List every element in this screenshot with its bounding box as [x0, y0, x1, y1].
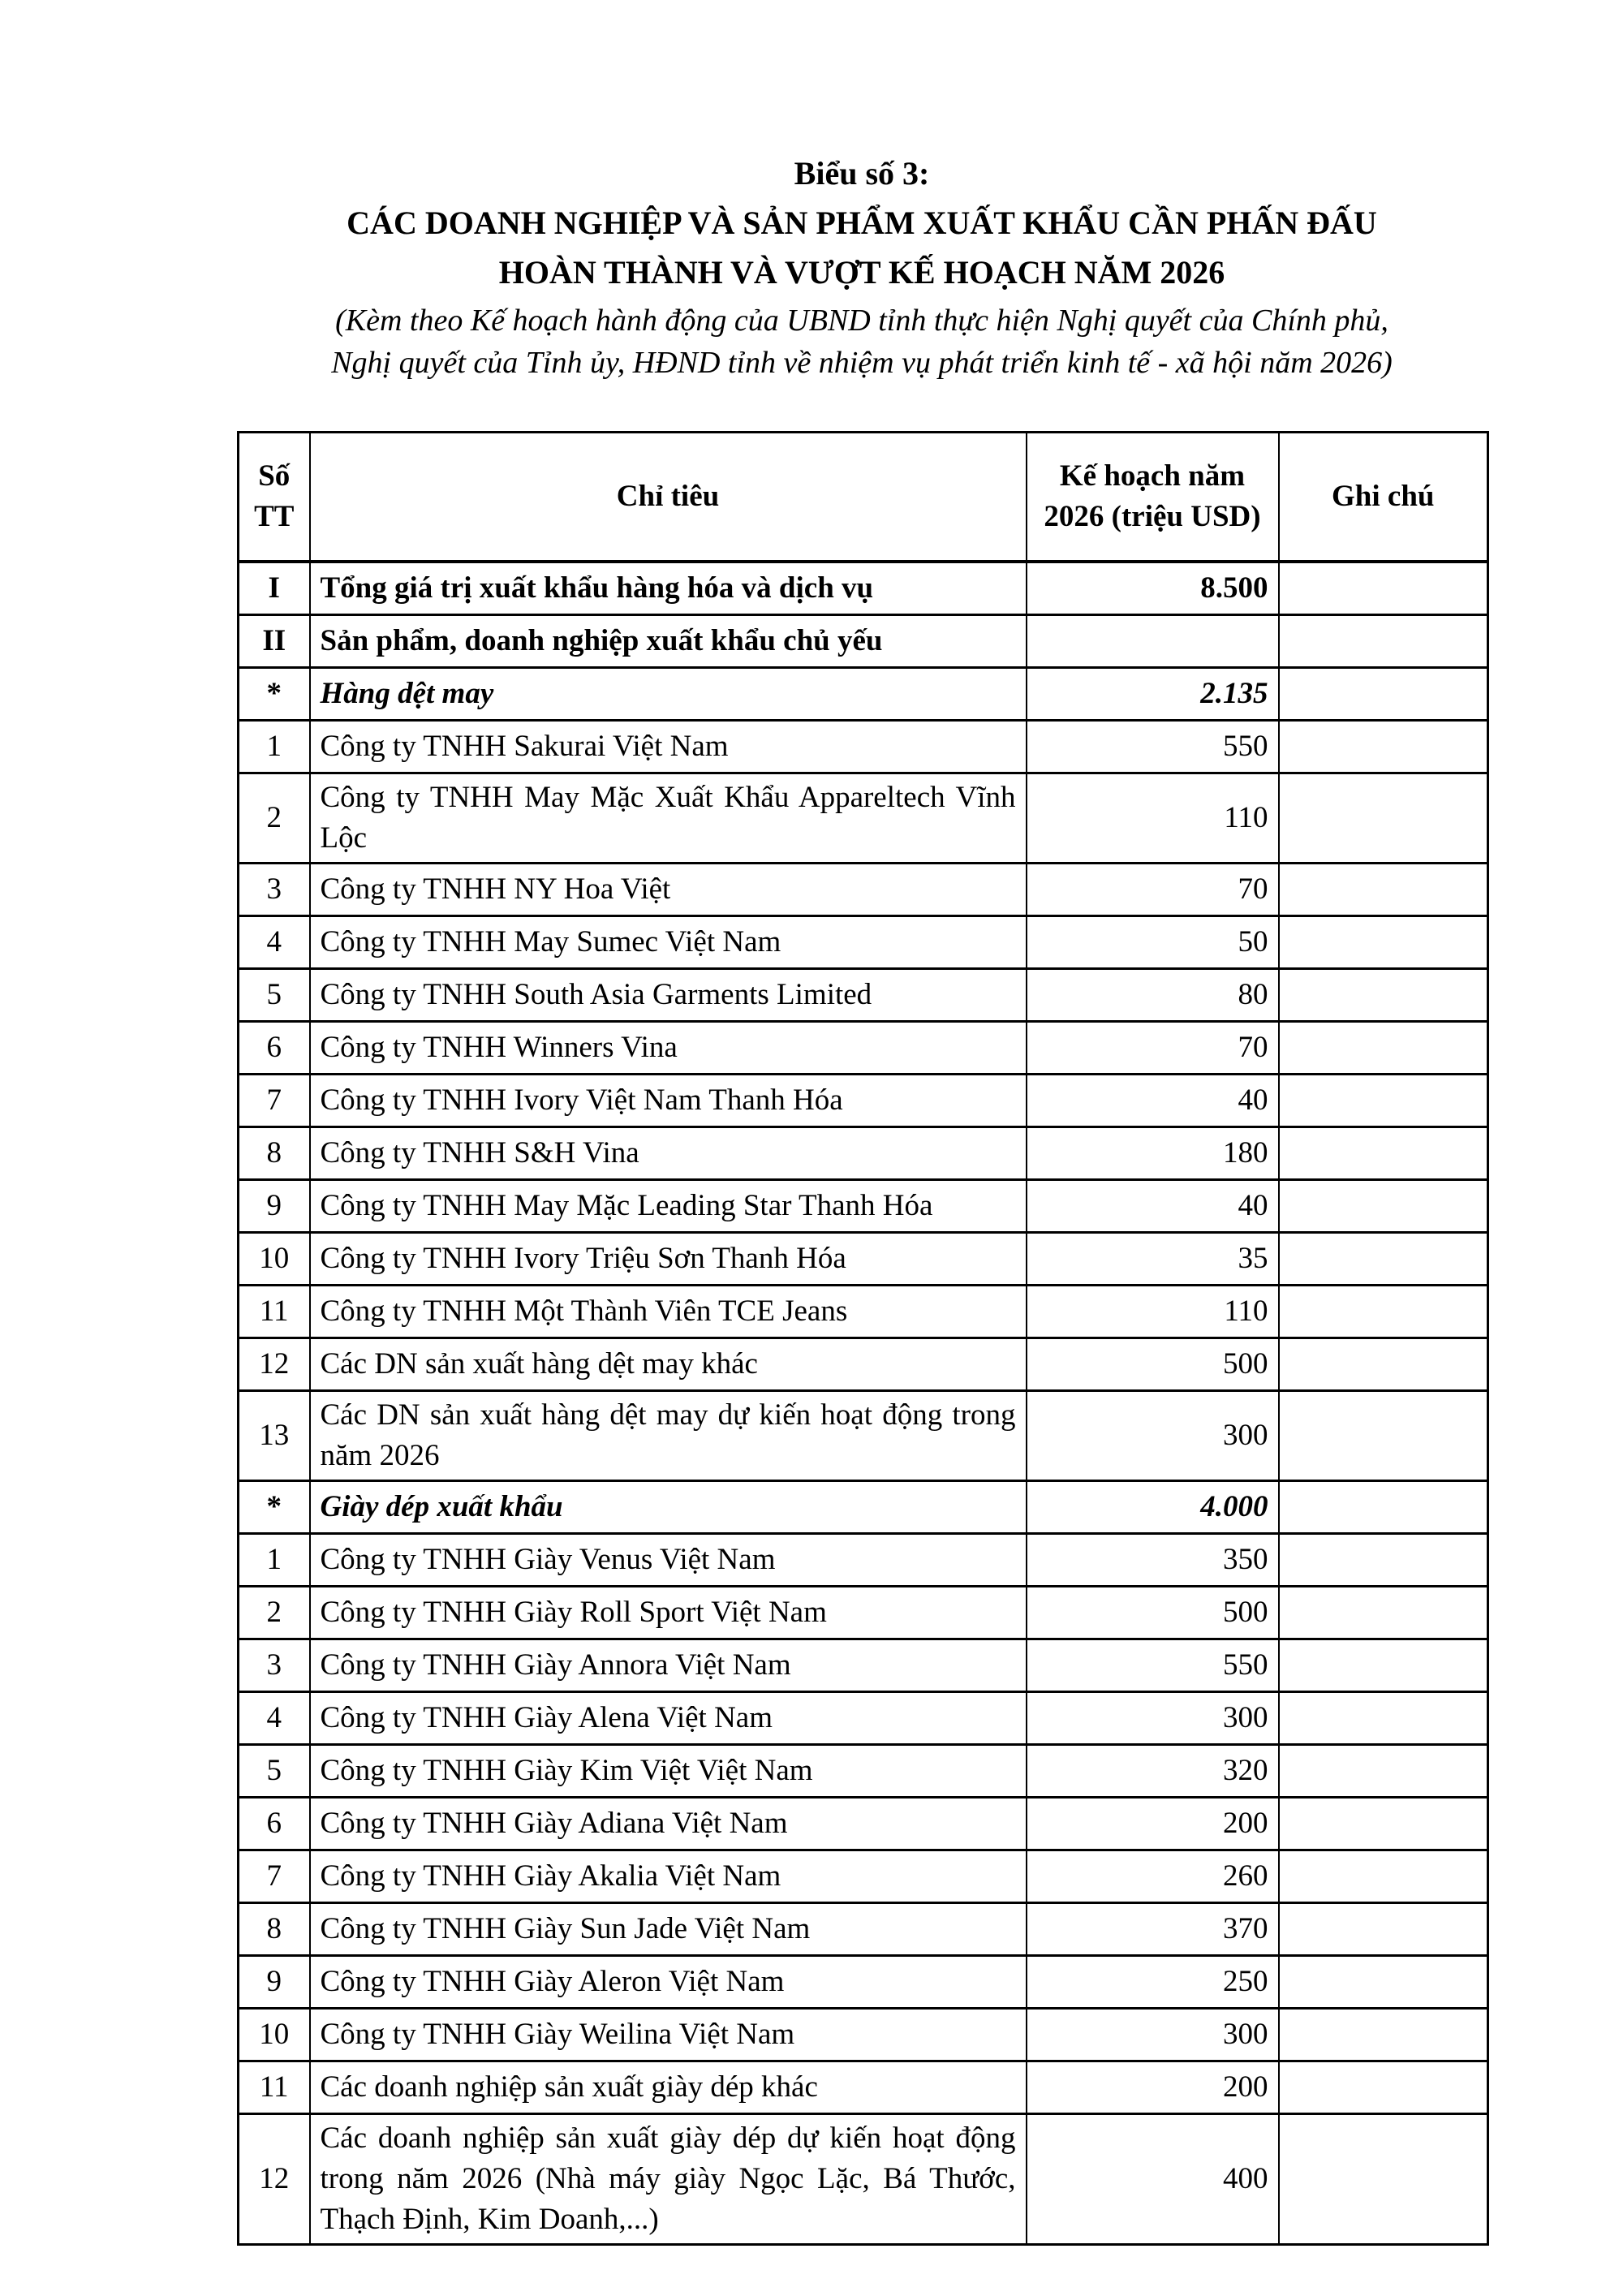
- row-number-cell: 9: [239, 1179, 310, 1232]
- note-cell: [1279, 2061, 1488, 2113]
- plan-value-cell: 180: [1027, 1126, 1279, 1179]
- indicator-cell: Công ty TNHH Winners Vina: [310, 1021, 1027, 1074]
- row-number-cell: 13: [239, 1390, 310, 1480]
- indicator-cell: Công ty TNHH May Mặc Leading Star Thanh Hóa: [310, 1179, 1027, 1232]
- indicator-cell: Công ty TNHH May Mặc Xuất Khẩu Appareltech Vĩnh Lộc: [310, 773, 1027, 864]
- note-cell: [1279, 1797, 1488, 1850]
- indicator-cell: Công ty TNHH Giày Sun Jade Việt Nam: [310, 1902, 1027, 1955]
- indicator-cell: Sản phẩm, doanh nghiệp xuất khẩu chủ yếu: [310, 615, 1027, 668]
- table-row: [239, 1021, 1488, 1074]
- row-number-cell: 4: [239, 1691, 310, 1744]
- header-cell-indicator: Chỉ tiêu: [310, 433, 1027, 562]
- header-cell-note: Ghi chú: [1279, 433, 1488, 562]
- indicator-cell: Công ty TNHH May Sumec Việt Nam: [310, 915, 1027, 968]
- note-cell: [1279, 2008, 1488, 2061]
- header-cell-stt: Số TT: [239, 433, 310, 562]
- note-cell: [1279, 1955, 1488, 2008]
- row-number-cell: 1: [239, 721, 310, 773]
- plan-value-cell: 300: [1027, 1691, 1279, 1744]
- note-cell: [1279, 1744, 1488, 1797]
- indicator-cell: Công ty TNHH Giày Adiana Việt Nam: [310, 1797, 1027, 1850]
- indicator-cell: Công ty TNHH Giày Alena Việt Nam: [310, 1691, 1027, 1744]
- plan-value-cell: 80: [1027, 968, 1279, 1021]
- plan-value-cell: 40: [1027, 1074, 1279, 1126]
- note-cell: [1279, 968, 1488, 1021]
- table-row: [239, 721, 1488, 773]
- table-row: [239, 1691, 1488, 1744]
- page-title-line-2: HOÀN THÀNH VÀ VƯỢT KẾ HOẠCH NĂM 2026: [498, 254, 1225, 291]
- indicator-cell: Công ty TNHH Giày Annora Việt Nam: [310, 1639, 1027, 1691]
- table-header-row: [239, 433, 1488, 562]
- note-cell: [1279, 773, 1488, 864]
- plan-value-cell: 110: [1027, 773, 1279, 864]
- table-row: [239, 1744, 1488, 1797]
- table-row: [239, 1074, 1488, 1126]
- table-row: [239, 773, 1488, 864]
- row-number-cell: 11: [239, 2061, 310, 2113]
- row-number-cell: 5: [239, 1744, 310, 1797]
- indicator-cell: Giày dép xuất khẩu: [310, 1480, 1027, 1533]
- indicator-cell: Các doanh nghiệp sản xuất giày dép dự kiến hoạt động trong năm 2026 (Nhà máy giày Ngọc Lặc, Bá Thước, Thạch Định, Kim Doanh,...): [310, 2113, 1027, 2244]
- indicator-cell: Công ty TNHH NY Hoa Việt: [310, 863, 1027, 915]
- page-title-line-1: CÁC DOANH NGHIỆP VÀ SẢN PHẨM XUẤT KHẨU CẦN PHẤN ĐẤU: [347, 205, 1377, 241]
- indicator-cell: Công ty TNHH Giày Aleron Việt Nam: [310, 1955, 1027, 2008]
- table-row: [239, 968, 1488, 1021]
- plan-value-cell: 550: [1027, 721, 1279, 773]
- note-cell: [1279, 1691, 1488, 1744]
- note-cell: [1279, 1533, 1488, 1586]
- plan-value-cell: 4.000: [1027, 1480, 1279, 1533]
- plan-value-cell: 110: [1027, 1285, 1279, 1338]
- table-row: [239, 668, 1488, 721]
- row-number-cell: 7: [239, 1074, 310, 1126]
- table-row: [239, 1179, 1488, 1232]
- plan-value-cell: 2.135: [1027, 668, 1279, 721]
- subtitle-line-1: (Kèm theo Kế hoạch hành động của UBND tỉnh thực hiện Nghị quyết của Chính phủ,: [335, 304, 1388, 338]
- plan-value-cell: 550: [1027, 1639, 1279, 1691]
- note-cell: [1279, 1232, 1488, 1285]
- indicator-cell: Công ty TNHH South Asia Garments Limited: [310, 968, 1027, 1021]
- plan-value-cell: 300: [1027, 1390, 1279, 1480]
- plan-value-cell: 50: [1027, 915, 1279, 968]
- table-row: [239, 863, 1488, 915]
- table-body: [239, 562, 1488, 2244]
- indicator-cell: Tổng giá trị xuất khẩu hàng hóa và dịch vụ: [310, 562, 1027, 615]
- indicator-cell: Các doanh nghiệp sản xuất giày dép khác: [310, 2061, 1027, 2113]
- plan-value-cell: 70: [1027, 863, 1279, 915]
- indicator-cell: Công ty TNHH Giày Kim Việt Việt Nam: [310, 1744, 1027, 1797]
- plan-value-cell: 70: [1027, 1021, 1279, 1074]
- table-row: [239, 562, 1488, 615]
- table-row: [239, 1586, 1488, 1639]
- table-row: [239, 1480, 1488, 1533]
- row-number-cell: 8: [239, 1126, 310, 1179]
- table-row: [239, 1797, 1488, 1850]
- table-row: [239, 915, 1488, 968]
- indicator-cell: Công ty TNHH Giày Weilina Việt Nam: [310, 2008, 1027, 2061]
- note-cell: [1279, 1586, 1488, 1639]
- header-cell-plan-2026: Kế hoạch năm 2026 (triệu USD): [1027, 433, 1279, 562]
- plan-value-cell: 350: [1027, 1533, 1279, 1586]
- note-cell: [1279, 1285, 1488, 1338]
- row-number-cell: 1: [239, 1533, 310, 1586]
- row-number-cell: 3: [239, 1639, 310, 1691]
- plan-value-cell: 260: [1027, 1850, 1279, 1902]
- row-number-cell: II: [239, 615, 310, 668]
- indicator-cell: Công ty TNHH Ivory Triệu Sơn Thanh Hóa: [310, 1232, 1027, 1285]
- indicator-cell: Công ty TNHH Ivory Việt Nam Thanh Hóa: [310, 1074, 1027, 1126]
- note-cell: [1279, 562, 1488, 615]
- note-cell: [1279, 2113, 1488, 2244]
- row-number-cell: 10: [239, 2008, 310, 2061]
- table-row: [239, 1232, 1488, 1285]
- note-cell: [1279, 1021, 1488, 1074]
- note-cell: [1279, 1179, 1488, 1232]
- note-cell: [1279, 615, 1488, 668]
- note-cell: [1279, 1390, 1488, 1480]
- indicator-cell: Công ty TNHH Giày Roll Sport Việt Nam: [310, 1586, 1027, 1639]
- note-cell: [1279, 1126, 1488, 1179]
- doc-label: Biểu số 3:: [794, 155, 930, 192]
- table-row: [239, 1126, 1488, 1179]
- table-row: [239, 1338, 1488, 1390]
- row-number-cell: I: [239, 562, 310, 615]
- table-row: [239, 1902, 1488, 1955]
- indicator-cell: Công ty TNHH Sakurai Việt Nam: [310, 721, 1027, 773]
- note-cell: [1279, 721, 1488, 773]
- row-number-cell: 12: [239, 1338, 310, 1390]
- table-row: [239, 2061, 1488, 2113]
- table-row: [239, 1390, 1488, 1480]
- export-plan-table-wrapper: [237, 431, 1487, 2246]
- plan-value-cell: 35: [1027, 1232, 1279, 1285]
- row-number-cell: 11: [239, 1285, 310, 1338]
- export-plan-table: [237, 431, 1489, 2246]
- plan-value-cell: 8.500: [1027, 562, 1279, 615]
- table-row: [239, 1285, 1488, 1338]
- plan-value-cell: 40: [1027, 1179, 1279, 1232]
- row-number-cell: *: [239, 668, 310, 721]
- table-row: [239, 1533, 1488, 1586]
- subtitle-line-2: Nghị quyết của Tỉnh ủy, HĐND tỉnh về nhiệm vụ phát triển kinh tế - xã hội năm 2026): [331, 346, 1393, 380]
- note-cell: [1279, 1074, 1488, 1126]
- row-number-cell: 6: [239, 1021, 310, 1074]
- table-row: [239, 1955, 1488, 2008]
- table-row: [239, 615, 1488, 668]
- plan-value-cell: 320: [1027, 1744, 1279, 1797]
- table-row: [239, 2113, 1488, 2244]
- indicator-cell: Công ty TNHH Một Thành Viên TCE Jeans: [310, 1285, 1027, 1338]
- note-cell: [1279, 915, 1488, 968]
- row-number-cell: 6: [239, 1797, 310, 1850]
- note-cell: [1279, 863, 1488, 915]
- note-cell: [1279, 1480, 1488, 1533]
- row-number-cell: 8: [239, 1902, 310, 1955]
- table-row: [239, 1639, 1488, 1691]
- row-number-cell: 7: [239, 1850, 310, 1902]
- plan-value-cell: [1027, 615, 1279, 668]
- row-number-cell: 4: [239, 915, 310, 968]
- row-number-cell: 12: [239, 2113, 310, 2244]
- plan-value-cell: 400: [1027, 2113, 1279, 2244]
- row-number-cell: 3: [239, 863, 310, 915]
- note-cell: [1279, 1902, 1488, 1955]
- row-number-cell: 9: [239, 1955, 310, 2008]
- plan-value-cell: 500: [1027, 1586, 1279, 1639]
- plan-value-cell: 500: [1027, 1338, 1279, 1390]
- indicator-cell: Công ty TNHH S&H Vina: [310, 1126, 1027, 1179]
- plan-value-cell: 200: [1027, 2061, 1279, 2113]
- document-header: [237, 154, 1487, 381]
- row-number-cell: 2: [239, 1586, 310, 1639]
- note-cell: [1279, 668, 1488, 721]
- note-cell: [1279, 1639, 1488, 1691]
- note-cell: [1279, 1850, 1488, 1902]
- row-number-cell: 2: [239, 773, 310, 864]
- indicator-cell: Công ty TNHH Giày Akalia Việt Nam: [310, 1850, 1027, 1902]
- row-number-cell: 10: [239, 1232, 310, 1285]
- indicator-cell: Công ty TNHH Giày Venus Việt Nam: [310, 1533, 1027, 1586]
- row-number-cell: 5: [239, 968, 310, 1021]
- plan-value-cell: 200: [1027, 1797, 1279, 1850]
- note-cell: [1279, 1338, 1488, 1390]
- plan-value-cell: 250: [1027, 1955, 1279, 2008]
- indicator-cell: Các DN sản xuất hàng dệt may khác: [310, 1338, 1027, 1390]
- plan-value-cell: 300: [1027, 2008, 1279, 2061]
- plan-value-cell: 370: [1027, 1902, 1279, 1955]
- table-row: [239, 1850, 1488, 1902]
- row-number-cell: *: [239, 1480, 310, 1533]
- indicator-cell: Hàng dệt may: [310, 668, 1027, 721]
- table-row: [239, 2008, 1488, 2061]
- indicator-cell: Các DN sản xuất hàng dệt may dự kiến hoạt động trong năm 2026: [310, 1390, 1027, 1480]
